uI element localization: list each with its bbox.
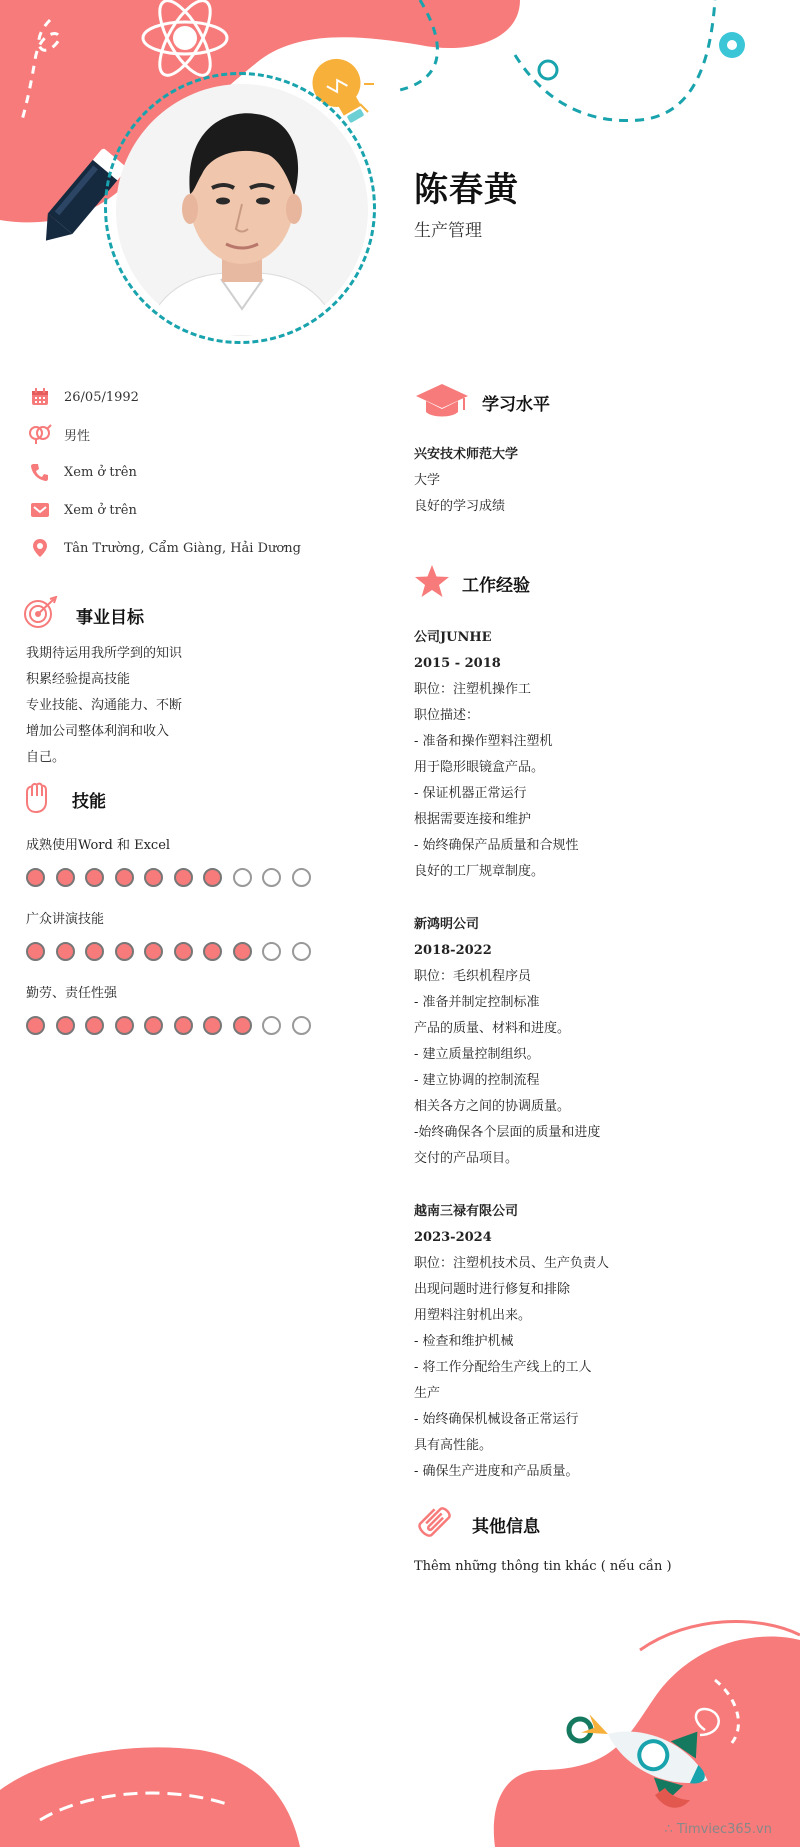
job-line: 具有高性能。 xyxy=(414,1438,493,1453)
job-line: 交付的产品项目。 xyxy=(414,1151,519,1166)
job-period: 2015 - 2018 xyxy=(414,656,501,671)
contact-text: 男性 xyxy=(64,428,91,444)
section-title: 学习水平 xyxy=(482,394,550,415)
job-line: 用于隐形眼镜盒产品。 xyxy=(414,760,545,775)
job-line: 相关各方之间的协调质量。 xyxy=(414,1099,571,1114)
rating-dot-filled xyxy=(203,942,222,961)
rating-dot-filled xyxy=(233,1016,252,1035)
objective-line: 积累经验提高技能 xyxy=(26,672,131,687)
rating-dot-filled xyxy=(56,1016,75,1035)
job-line: - 将工作分配给生产线上的工人 xyxy=(414,1360,592,1375)
rating-dot-filled xyxy=(174,868,193,887)
job-line: 职位：毛织机程序员 xyxy=(414,969,532,984)
rating-dot-filled xyxy=(115,868,134,887)
rating-dot-filled xyxy=(144,942,163,961)
rating-dot-filled xyxy=(144,1016,163,1035)
education-details xyxy=(414,442,518,520)
other-info-text xyxy=(414,1554,672,1580)
contact-gender xyxy=(26,419,90,449)
contact-text: Tân Trường, Cẩm Giàng, Hải Dương xyxy=(64,540,301,556)
job-line: 产品的质量、材料和进度。 xyxy=(414,1021,571,1036)
candidate-name: 陈春黄 xyxy=(414,170,519,210)
target-icon xyxy=(22,596,58,634)
job-line: -始终确保各个层面的质量和进度 xyxy=(414,1125,601,1140)
job-line: - 保证机器正常运行 xyxy=(414,786,527,801)
rating-dot-empty xyxy=(292,942,311,961)
skill-rating xyxy=(26,868,321,887)
avatar xyxy=(116,84,368,336)
skill-name: 广众讲演技能 xyxy=(26,912,105,927)
skills-heading xyxy=(22,780,106,818)
graduation-cap-icon xyxy=(414,380,470,424)
rating-dot-filled xyxy=(26,942,45,961)
contact-email xyxy=(26,495,137,525)
fist-icon xyxy=(22,780,50,818)
rating-dot-filled xyxy=(26,868,45,887)
calendar-icon xyxy=(26,385,54,409)
job-line: - 检查和维护机械 xyxy=(414,1334,514,1349)
rating-dot-filled xyxy=(115,1016,134,1035)
section-title: 事业目标 xyxy=(76,607,144,628)
school-name: 兴安技术师范大学 xyxy=(414,447,519,462)
job-line: - 始终确保机械设备正常运行 xyxy=(414,1412,579,1427)
job-line: - 准备并制定控制标准 xyxy=(414,995,540,1010)
objective-line: 我期待运用我所学到的知识 xyxy=(26,646,183,661)
job-line: 良好的工厂规章制度。 xyxy=(414,864,545,879)
other-info-line: Thêm những thông tin khác ( nếu cần ) xyxy=(414,1559,672,1574)
phone-icon xyxy=(26,460,54,484)
objective-line: 增加公司整体利润和收入 xyxy=(26,724,170,739)
skill-rating xyxy=(26,942,321,961)
education-line: 良好的学习成绩 xyxy=(414,499,506,514)
rating-dot-empty xyxy=(292,868,311,887)
watermark-icon: ∴ xyxy=(664,1822,677,1837)
job-entry xyxy=(414,912,600,1172)
education-heading xyxy=(414,380,550,424)
objective-line: 自己。 xyxy=(26,750,66,765)
job-line: - 建立协调的控制流程 xyxy=(414,1073,540,1088)
email-icon xyxy=(26,498,54,522)
rating-dot-filled xyxy=(144,868,163,887)
job-period: 2018-2022 xyxy=(414,943,492,958)
rating-dot-empty xyxy=(262,1016,281,1035)
contact-text: Xem ở trên xyxy=(64,502,137,518)
job-line: - 建立质量控制组织。 xyxy=(414,1047,540,1062)
rating-dot-filled xyxy=(26,1016,45,1035)
rating-dot-filled xyxy=(85,942,104,961)
rating-dot-filled xyxy=(203,868,222,887)
rating-dot-filled xyxy=(56,942,75,961)
section-title: 工作经验 xyxy=(462,575,530,596)
job-entry xyxy=(414,1199,609,1485)
objective-heading xyxy=(22,596,144,634)
job-line: 职位：注塑机技术员、生产负责人 xyxy=(414,1256,610,1271)
job-period: 2023-2024 xyxy=(414,1230,492,1245)
atom-icon xyxy=(135,0,235,80)
rating-dot-filled xyxy=(233,942,252,961)
rating-dot-filled xyxy=(85,1016,104,1035)
brand-name: Timviec365.vn xyxy=(676,1822,772,1837)
contact-birthdate xyxy=(26,382,139,412)
star-icon xyxy=(414,564,450,602)
contact-phone xyxy=(26,457,137,487)
job-line: 出现问题时进行修复和排除 xyxy=(414,1282,571,1297)
skill-name: 成熟使用Word 和 Excel xyxy=(26,838,171,853)
rating-dot-empty xyxy=(233,868,252,887)
footer-watermark xyxy=(664,1822,772,1837)
job-line: 职位描述： xyxy=(414,708,480,723)
job-company: 越南三禄有限公司 xyxy=(414,1204,519,1219)
other-info-heading xyxy=(414,1500,540,1548)
rating-dot-filled xyxy=(85,868,104,887)
objective-text xyxy=(26,641,182,771)
job-line: - 始终确保产品质量和合规性 xyxy=(414,838,579,853)
rating-dot-empty xyxy=(262,868,281,887)
rating-dot-filled xyxy=(203,1016,222,1035)
gender-icon xyxy=(26,422,54,446)
job-title: 生产管理 xyxy=(414,221,482,241)
rating-dot-filled xyxy=(56,868,75,887)
contact-text: Xem ở trên xyxy=(64,464,137,480)
job-company: 公司JUNHE xyxy=(414,630,492,645)
section-title: 其他信息 xyxy=(472,1516,540,1537)
rating-dot-filled xyxy=(174,1016,193,1035)
section-title: 技能 xyxy=(72,791,106,812)
skill-name: 勤劳、责任性强 xyxy=(26,986,118,1001)
job-line: 根据需要连接和维护 xyxy=(414,812,532,827)
rating-dot-filled xyxy=(174,942,193,961)
job-entry xyxy=(414,625,579,885)
location-icon xyxy=(26,536,54,560)
objective-line: 专业技能、沟通能力、不断 xyxy=(26,698,183,713)
rating-dot-empty xyxy=(262,942,281,961)
job-line: - 准备和操作塑料注塑机 xyxy=(414,734,553,749)
rocket-icon xyxy=(560,1700,720,1820)
job-company: 新鸿明公司 xyxy=(414,917,480,932)
education-line: 大学 xyxy=(414,473,441,488)
rating-dot-filled xyxy=(115,942,134,961)
rating-dot-empty xyxy=(292,1016,311,1035)
contact-text: 26/05/1992 xyxy=(64,389,139,405)
job-line: - 确保生产进度和产品质量。 xyxy=(414,1464,579,1479)
job-line: 用塑料注射机出来。 xyxy=(414,1308,532,1323)
job-line: 职位：注塑机操作工 xyxy=(414,682,532,697)
contact-address xyxy=(26,533,301,563)
paperclip-icon xyxy=(414,1500,458,1548)
skill-rating xyxy=(26,1016,321,1035)
job-line: 生产 xyxy=(414,1386,441,1401)
experience-heading xyxy=(414,564,530,602)
